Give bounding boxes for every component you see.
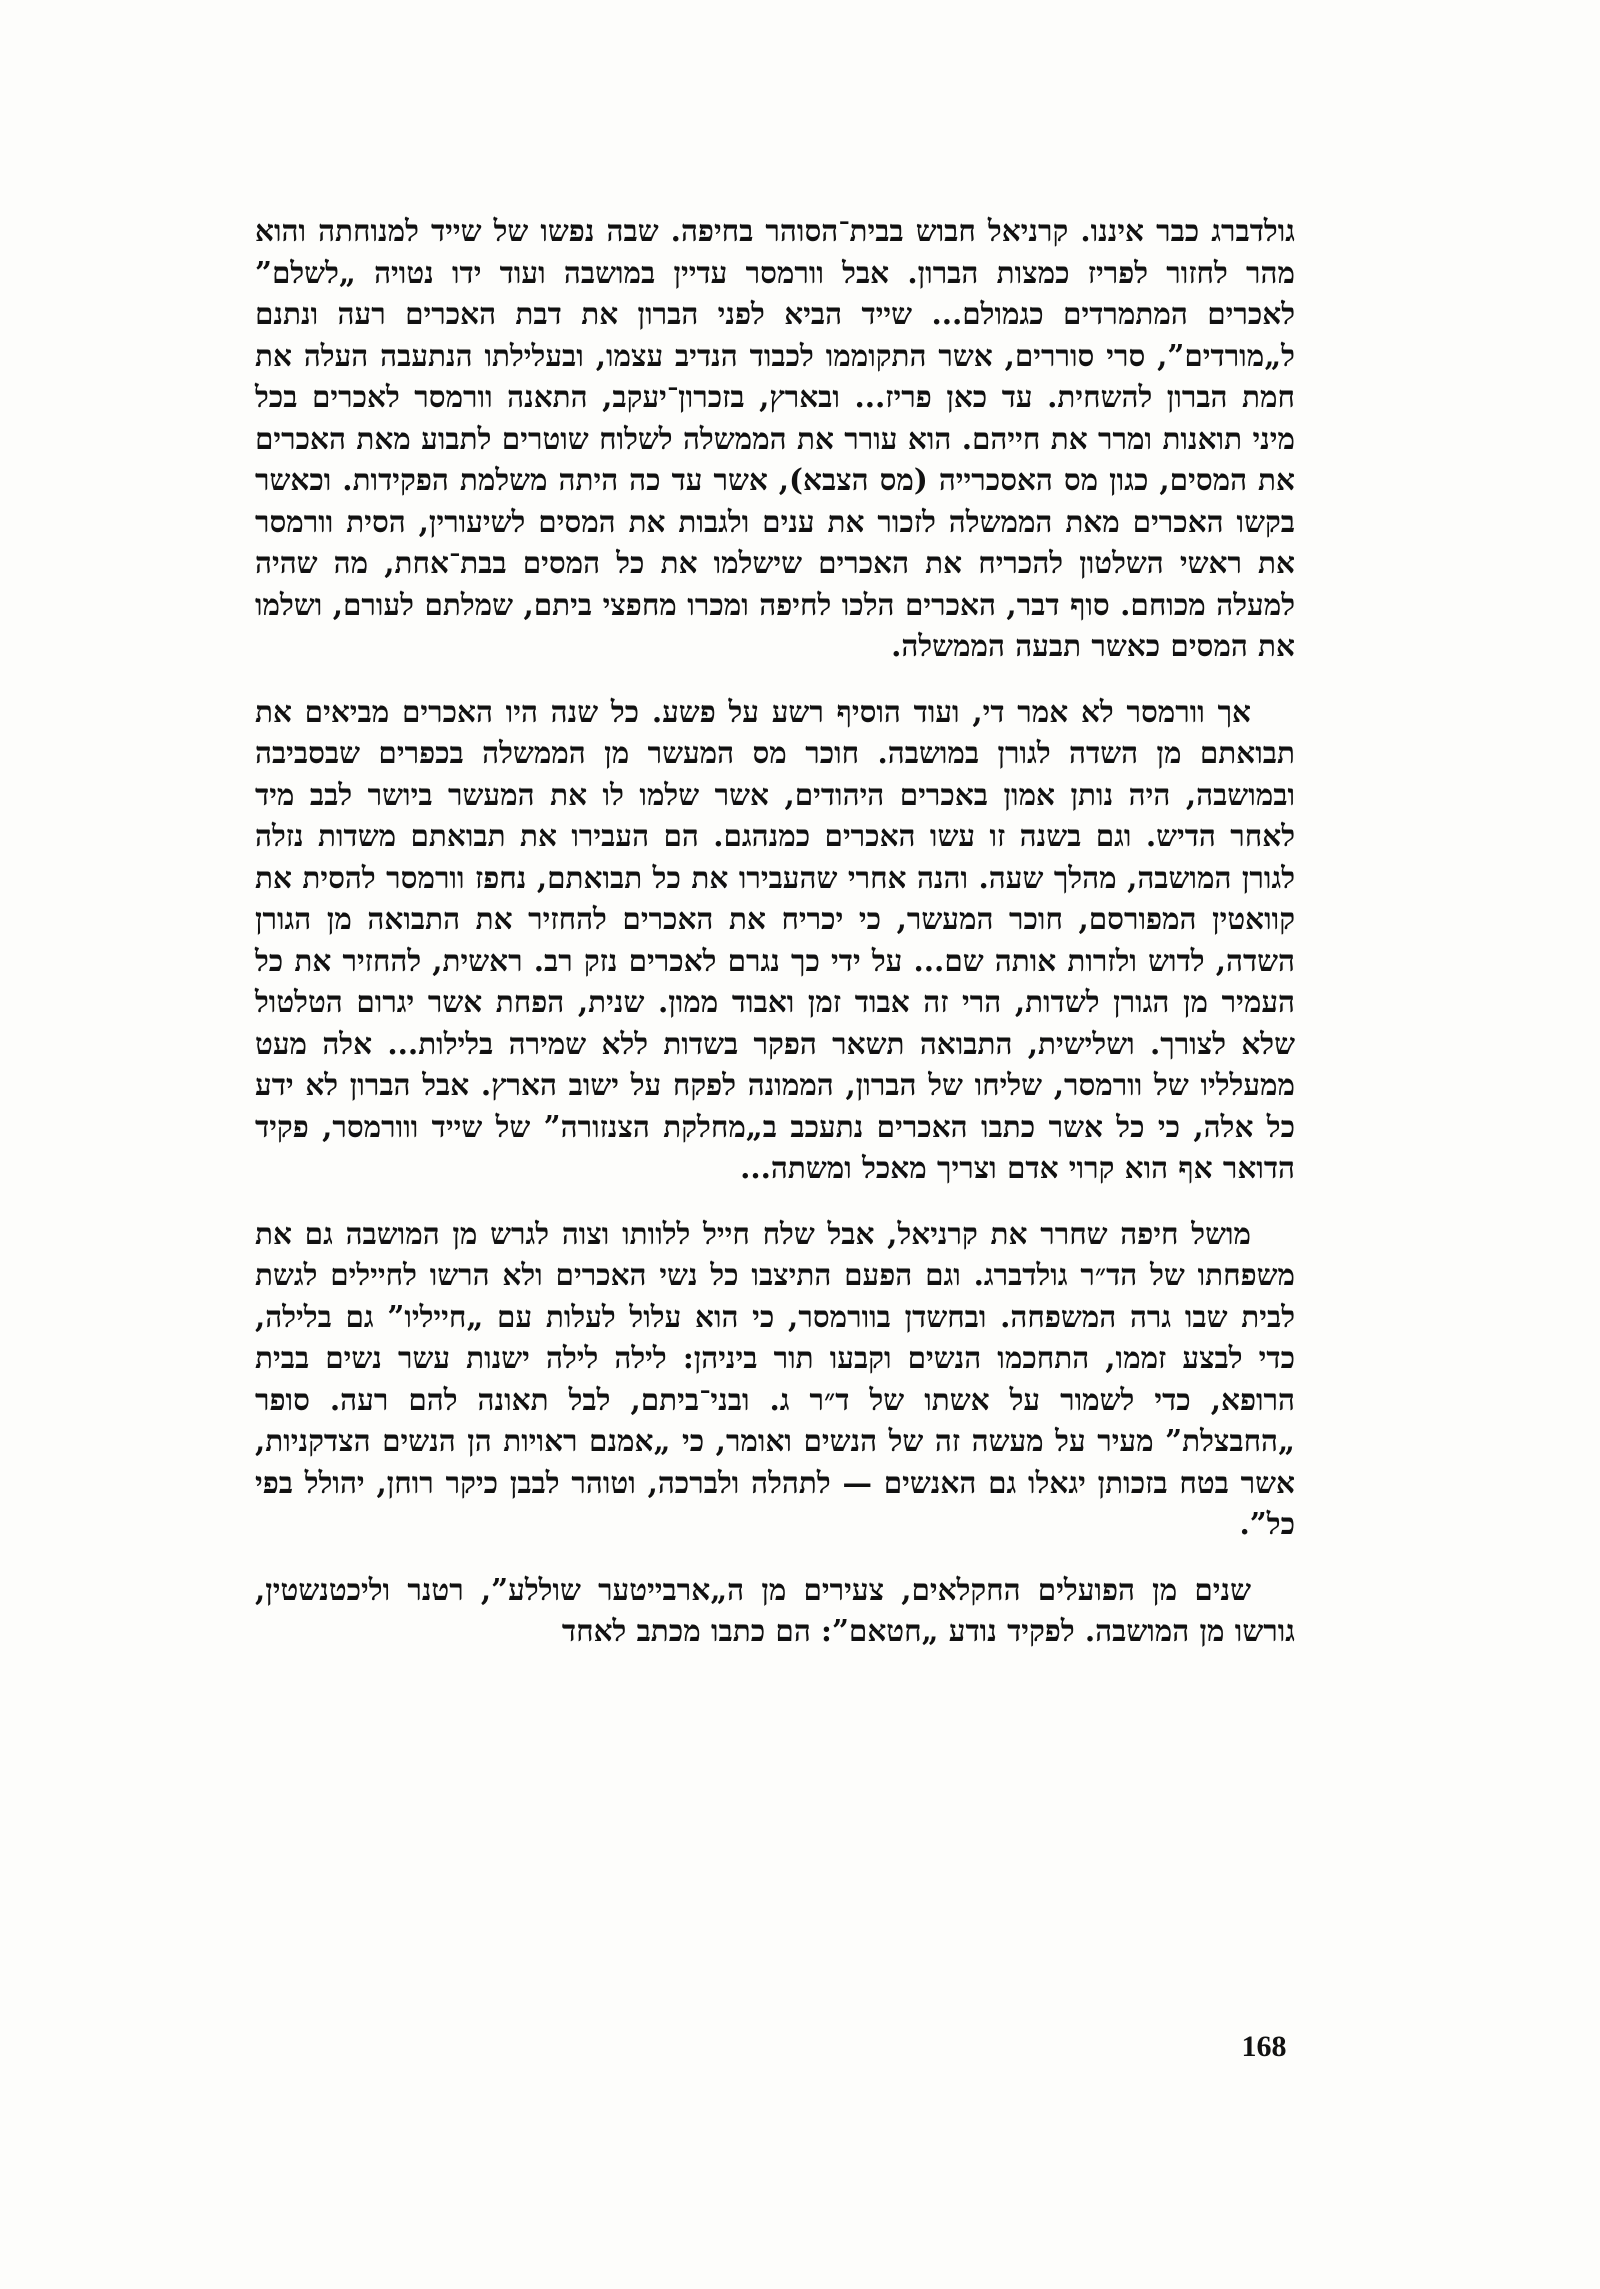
paragraph: אך וורמסר לא אמר די, ועוד הוסיף רשע על פשע. כל שנה היו האכרים מביאים את תבואתם מן השדה לגורן במושבה. חוכר מס המעשר מן הממשלה בכפרים שבסביבה ובמושבה, היה נותן אמון באכרים היהודים, אשר שלמו לו את המעשר ביושר לבב מיד לאחר הדיש. וגם בשנה זו עשו האכרים כמנהגם. הם העבירו את תבואתם משדות נזלה לגורן המושבה, מהלך שעה. והנה אחרי שהעבירו את כל תבואתם, נחפז וורמסר להסית את קוואטין המפורסם, חוכר המעשר, כי יכריח את האכרים להחזיר את התבואה מן הגורן השדה, לדוש ולזרות אותה שם... על ידי כך נגרם לאכרים נזק רב. ראשית, להחזיר את כל העמיר מן הגורן לשדות, הרי זה אבוד זמן ואבוד ממון. שנית, הפחת אשר יגרום הטלטול שלא לצורך. ושלישית, התבואה תשאר הפקר בשדות ללא שמירה בלילות... אלה מעט ממעלליו של וורמסר, שליחו של הברון, הממונה לפקח על ישוב הארץ. אבל הברון לא ידע כל אלה, כי כל אשר כתבו האכרים נתעכב ב„מחלקת הצנזורה” של שייד ווורמסר, פקיד הדואר אף הוא קרוי אדם וצריך מאכל ומשתה... <box>255 693 1295 1185</box>
paragraph: מושל חיפה שחרר את קרניאל, אבל שלח חייל ללוותו וצוה לגרש מן המושבה גם את משפחתו של הד״ר גולדברג. וגם הפעם התיצבו כל נשי האכרים ולא הרשו לחיילים לגשת לבית שבו גרה המשפחה. ובחשדן בוורמסר, כי הוא עלול לעלות עם „חייליו” גם בלילה, כדי לבצע זממו, התחכמו הנשים וקבעו תור ביניהן: לילה לילה ישנות עשר נשים בבית הרופא, כדי לשמור על אשתו של ד״ר ג. ובני־ביתם, לבל תאונה להם רעה. סופר „החבצלת” מעיר על מעשה זה של הנשים ואומר, כי „אמנם ראויות הן הנשים הצדקניות, אשר בטח בזכותן יגאלו גם האנשים — לתהלה ולברכה, וטוהר לבבן כיקר רוחן, יהולל בפי כל”. <box>255 1215 1295 1541</box>
body-text <box>255 210 1295 1676</box>
paragraph: שנים מן הפועלים החקלאים, צעירים מן ה„ארבייטער שוללע”, רטנר וליכטנשטין, גורשו מן המושבה. לפקיד נודע „חטאם”: הם כתבו מכתב לאחד <box>255 1571 1295 1648</box>
paragraph: גולדברג כבר איננו. קרניאל חבוש בבית־הסוהר בחיפה. שבה נפשו של שייד למנוחתה והוא מהר לחזור לפריז כמצות הברון. אבל וורמסר עדיין במושבה ועוד ידו נטויה „לשלם” לאכרים המתמרדים כגמולם... שייד הביא לפני הברון את דבת האכרים רעה ונתנם ל„מורדים”, סרי סוררים, אשר התקוממו לכבוד הנדיב עצמו, ובעלילתו הנתעבה העלה את חמת הברון להשחית. עד כאן פריז... ובארץ, בזכרון־יעקב, התאנה וורמסר לאכרים בכל מיני תואנות ומרר את חייהם. הוא עורר את הממשלה לשלוח שוטרים לתבוע מאת האכרים את המסים, כגון מס האסכרייה (מס הצבא), אשר עד כה היתה משלמת הפקידות. וכאשר בקשו האכרים מאת הממשלה לזכור את ענים ולגבות את המסים לשיעורין, הסית וורמסר את ראשי השלטון להכריח את האכרים שישלמו את כל המסים בבת־אחת, מה שהיה למעלה מכוחם. סוף דבר, האכרים הלכו לחיפה ומכרו מחפצי ביתם, שמלתם לעורם, ושלמו את המסים כאשר תבעה הממשלה. <box>255 213 1295 663</box>
page-number: 168 <box>1241 2030 1287 2063</box>
